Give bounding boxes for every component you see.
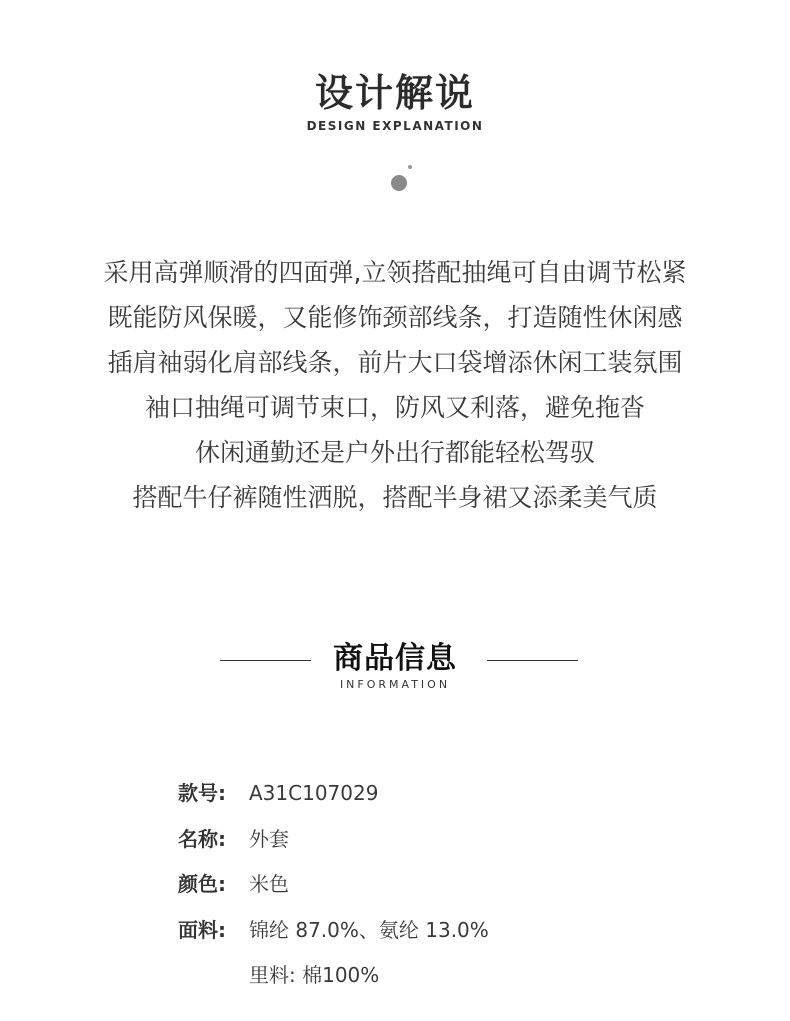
- description-line: 休闲通勤还是户外出行都能轻松驾驭: [194, 438, 595, 467]
- spec-row-name: [178, 822, 678, 868]
- spec-value: A31C107029: [249, 781, 379, 805]
- design-title: 设计解说: [314, 71, 475, 115]
- design-subtitle: DESIGN EXPLANATION: [306, 119, 484, 133]
- description-line: 既能防风保暖，又能修饰颈部线条，打造随性休闲感: [107, 303, 683, 332]
- spec-row-lining: [178, 958, 678, 1004]
- product-spec-list: [178, 776, 678, 1004]
- description-line: 搭配牛仔裤随性洒脱，搭配半身裙又添柔美气质: [132, 483, 658, 512]
- spec-row-style-number: [178, 776, 678, 822]
- spec-label: 颜色:: [178, 872, 226, 896]
- spec-row-color: [178, 867, 678, 913]
- spec-value: 米色: [249, 872, 289, 896]
- decorative-dot-small: [408, 165, 412, 169]
- spec-label: 款号:: [178, 781, 226, 805]
- spec-value: 里料: 棉100%: [249, 963, 380, 987]
- divider-right: [487, 660, 578, 661]
- product-info-subtitle: INFORMATION: [339, 678, 451, 691]
- spec-label: 名称:: [178, 826, 226, 851]
- product-info-title: 商品信息: [333, 641, 457, 676]
- design-description: [0, 250, 790, 520]
- spec-label: 面料:: [178, 917, 226, 942]
- description-line: 袖口抽绳可调节束口，防风又利落，避免拖沓: [144, 393, 645, 422]
- spec-value: 锦纶 87.0%、氨纶 13.0%: [249, 917, 489, 942]
- spec-value: 外套: [249, 826, 289, 851]
- description-line: 插肩袖弱化肩部线条，前片大口袋增添休闲工装氛围: [107, 348, 683, 377]
- product-info-header: [0, 636, 790, 696]
- decorative-dot-large: [391, 175, 407, 191]
- spec-row-fabric: [178, 913, 678, 959]
- spec-label: [178, 958, 249, 1004]
- description-line: 采用高弹顺滑的四面弹,立领搭配抽绳可自由调节松紧: [103, 258, 687, 287]
